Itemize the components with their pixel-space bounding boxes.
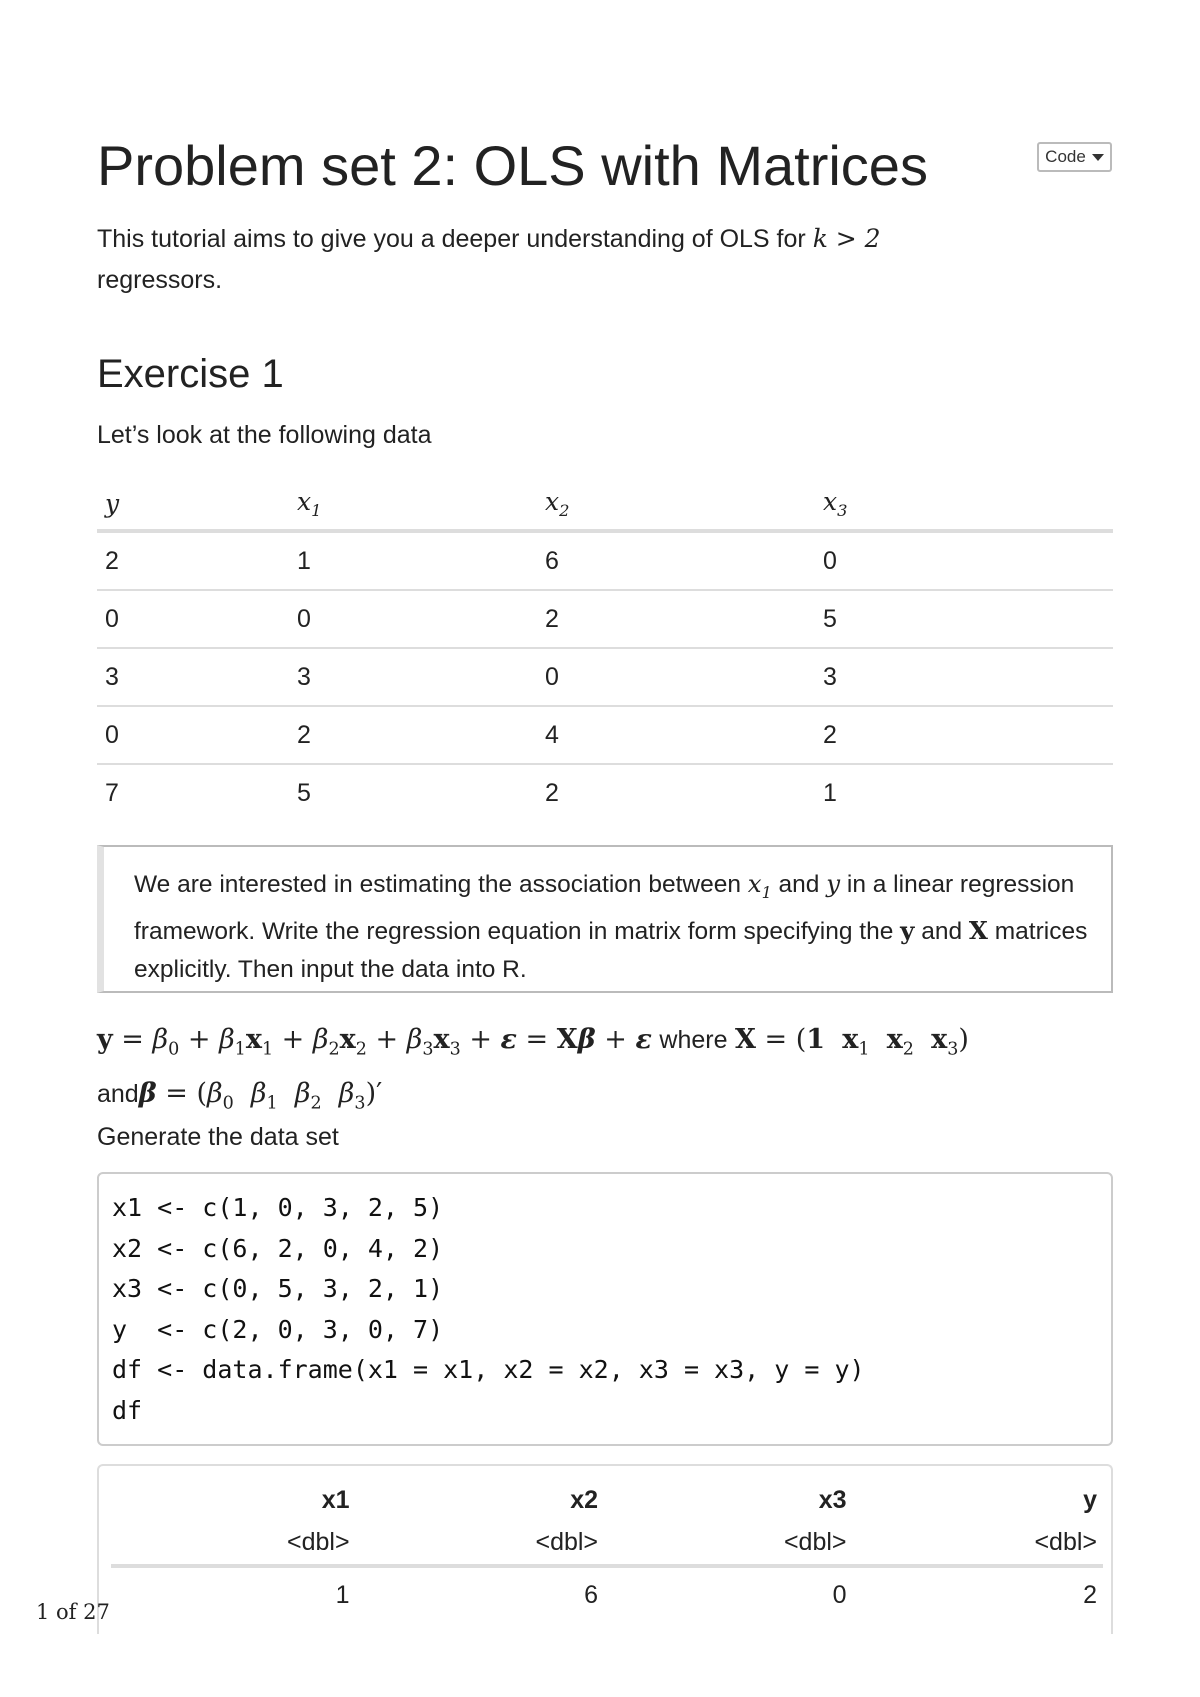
table-row: 0 0 2 5: [97, 590, 1113, 648]
r-code-block: [97, 1172, 1113, 1446]
table-row: 2 1 6 0: [97, 531, 1113, 590]
out-col-x3: x3: [818, 1485, 847, 1514]
exercise-lead: Let’s look at the following data: [97, 421, 432, 449]
out-col-y: y: [1083, 1485, 1097, 1514]
col-header-x3: $x_3$: [815, 477, 1113, 531]
caret-down-icon: [1092, 154, 1104, 161]
out-col-x2: x2: [570, 1485, 599, 1514]
table-row: 7 5 2 1: [105, 778, 837, 807]
code-line: df: [112, 1395, 143, 1425]
code-toggle-button[interactable]: [1037, 142, 1112, 172]
page-title: Problem set 2: OLS with Matrices: [97, 134, 928, 197]
table-row: 1 6 0 2: [335, 1580, 1097, 1609]
code-line: x2 <- c(6, 2, 0, 4, 2): [112, 1233, 444, 1263]
col-header-x2: $x_2$: [537, 477, 815, 531]
generate-label: Generate the data set: [97, 1123, 339, 1151]
out-type: <dbl>: [111, 1520, 350, 1566]
regression-equation: $y = \beta_0 + \beta_1x_1 + \beta_2x_2 + \beta_3x_3 + \varepsilon = X\beta + \varepsilon$ where X = (1 $x_1$ $x_2$ $x_3$) $and\beta = (\beta_0$ $\beta_1$ $\beta_2$ $\beta_3)'$: [97, 1024, 969, 1114]
col-header-y: y: [97, 477, 289, 531]
exercise-callout: We are interested in estimating the association between $x_1$ and y in a linear regression framework. Write the regression equation in matrix form specifying the y and X matrices explicitly. Then input the data into R.: [97, 845, 1113, 993]
code-line: x1 <- c(1, 0, 3, 2, 5): [112, 1193, 444, 1222]
dataframe-output: [97, 1464, 1113, 1634]
out-type: <dbl>: [847, 1520, 1104, 1566]
code-line: x3 <- c(0, 5, 3, 2, 1): [112, 1274, 444, 1303]
out-type: <dbl>: [350, 1520, 598, 1566]
table-row: 3 3 0 3: [97, 648, 1113, 706]
out-type: <dbl>: [598, 1520, 846, 1566]
out-col-x1: x1: [321, 1485, 350, 1514]
data-table: [97, 477, 1113, 821]
exercise-heading: Exercise 1: [97, 352, 284, 396]
col-header-x1: $x_1$: [289, 477, 537, 531]
code-line: df <- data.frame(x1 = x1, x2 = x2, x3 = x3, y = y): [112, 1355, 865, 1384]
output-table: [111, 1466, 1103, 1622]
code-button-label: Code: [1045, 147, 1086, 166]
table-row: 0 2 4 2: [97, 706, 1113, 764]
page-indicator: 1 of 27: [36, 1600, 110, 1624]
intro-math: k > 2: [812, 224, 881, 253]
data-table-header: [97, 477, 1113, 531]
intro-paragraph: This tutorial aims to give you a deeper understanding of OLS for k > 2 regressors.: [97, 224, 881, 294]
code-line: y <- c(2, 0, 3, 0, 7): [112, 1314, 444, 1344]
